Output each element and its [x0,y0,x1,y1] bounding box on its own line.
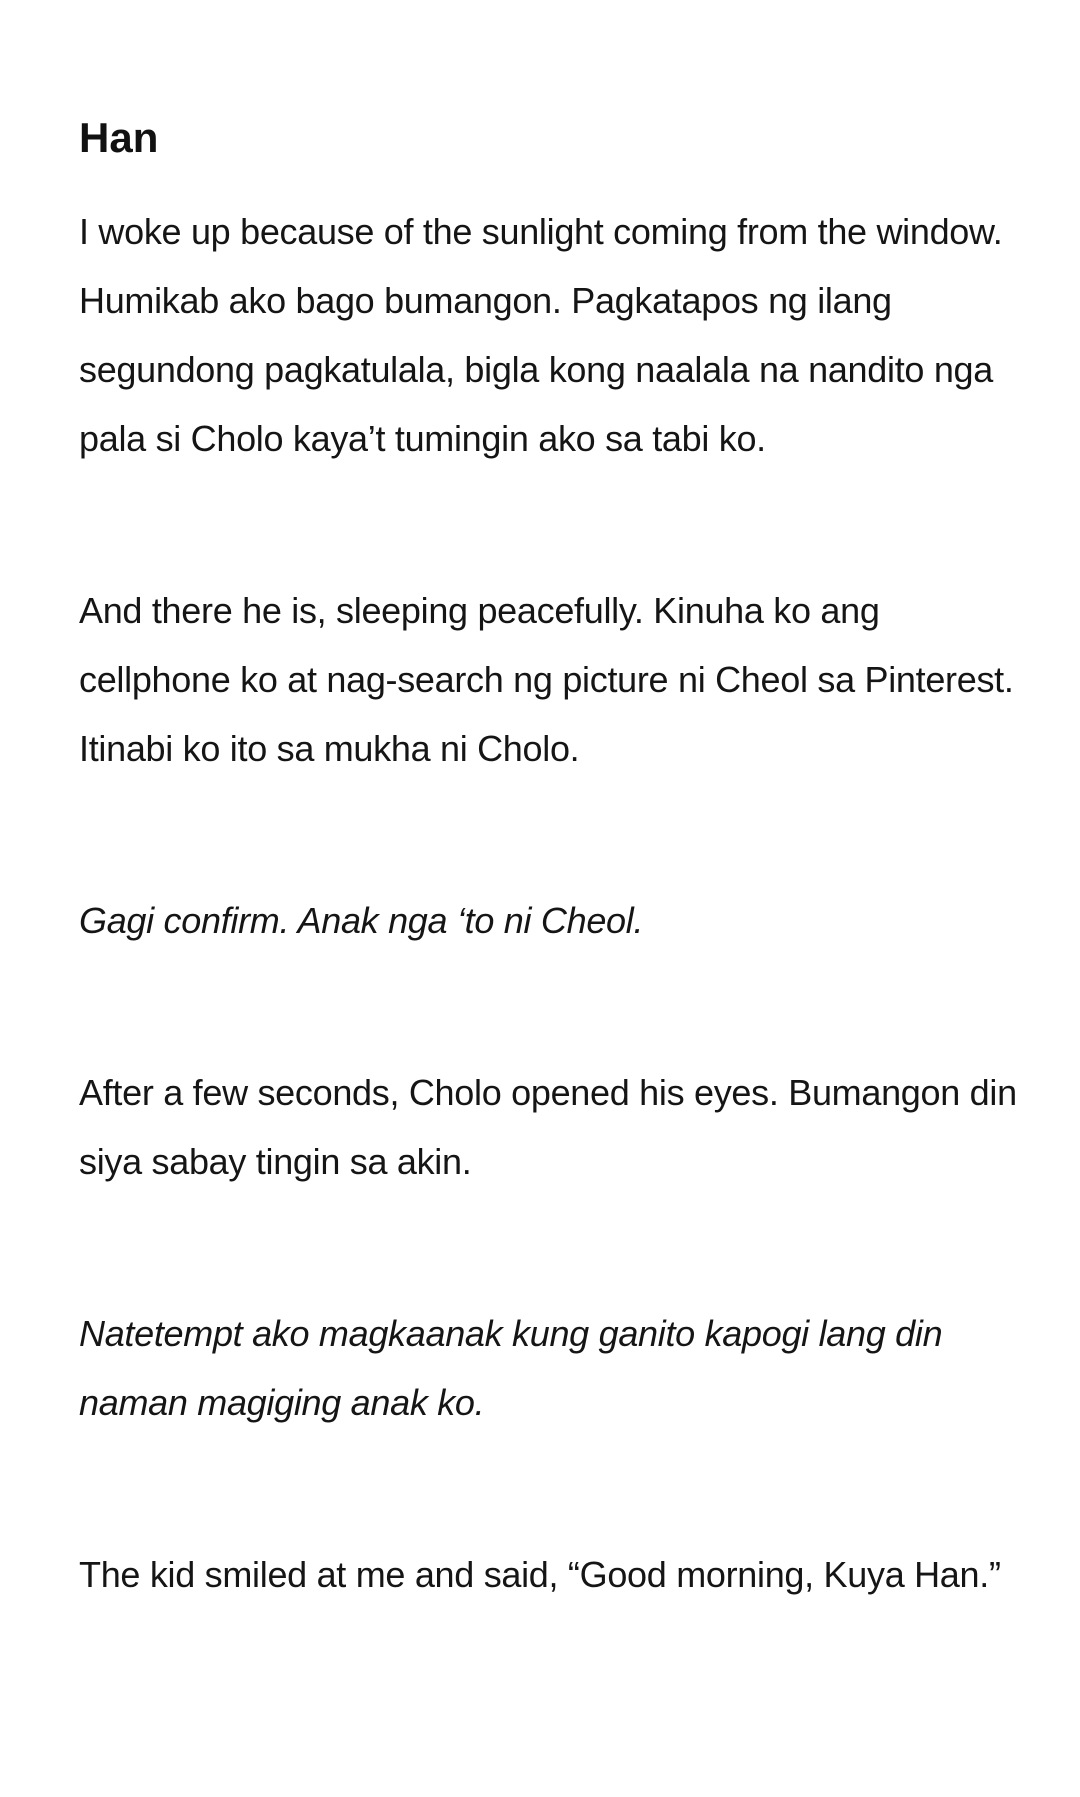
story-content [79,108,1019,1609]
story-paragraph: After a few seconds, Cholo opened his eyes. Bumangon din siya sabay tingin sa akin. [79,1072,1017,1182]
story-paragraph-thought: Gagi confirm. Anak nga ‘to ni Cheol. [79,900,644,941]
story-paragraph: And there he is, sleeping peacefully. Kinuha ko ang cellphone ko at nag-search ng picture ni Cheol sa Pinterest. Itinabi ko ito sa mukha ni Cholo. [79,590,1014,769]
story-paragraph-thought: Natetempt ako magkaanak kung ganito kapogi lang din naman magiging anak ko. [79,1313,943,1423]
story-paragraph: I woke up because of the sunlight coming from the window. Humikab ako bago bumangon. Pagkatapos ng ilang segundong pagkatulala, bigla kong naalala na nandito nga pala si Cholo kaya’t tumingin ako sa tabi ko. [79,211,1003,459]
section-title: Han [79,114,159,161]
story-paragraph: The kid smiled at me and said, “Good morning, Kuya Han.” [79,1554,1001,1595]
